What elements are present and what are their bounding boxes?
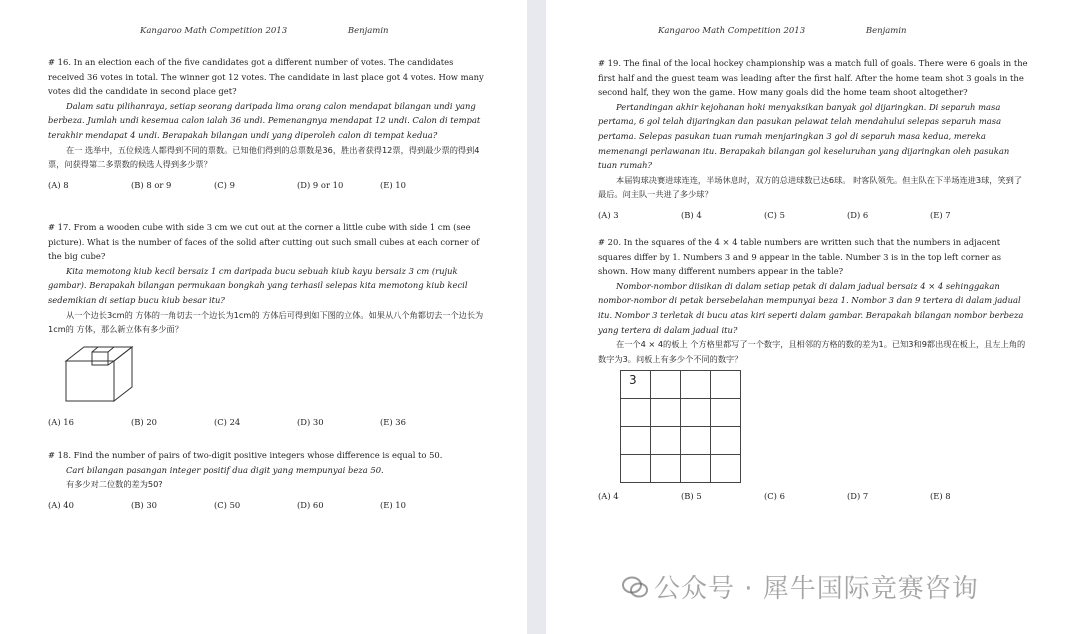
header-title: Kangaroo Math Competition 2013 [140,26,288,36]
page-gutter [527,0,546,634]
problem-19-english: # 19. The final of the local hockey championship was a match full of goals. There were 6 goals in the first half and the guest team was leading after the first half. After the home team shot 3 goals in the second half, they won the game. How many goals did the home team shoot altogether? [598,58,1028,98]
problem-17-english: # 17. From a wooden cube with side 3 cm we cut out at the corner a little cube with side 1 cm (see picture). What is the number of faces of the solid after cutting out such small cubes at each corner of the big cube? [48,222,480,262]
problem-17-malay: Kita memotong kiub kecil bersaiz 1 cm daripada bucu sebuah kiub kayu bersaiz 3 cm (rujuk gambar). Berapakah bilangan permukaan bongkah yang terhasil selepas kita memotong kiub kecil sedemikian di setiap bucu kiub besar itu? [48,265,468,305]
problem-19-options [598,210,1030,220]
header-author: Benjamin [865,26,907,36]
problem-18 [0,448,527,510]
option-c: (C) 6 [764,491,785,502]
problem-20-options [598,491,1030,501]
option-e: (E) 10 [380,499,406,510]
header-author: Benjamin [347,26,389,36]
problem-19-chinese: 本届钩球决赛进球连连，半场休息时，双方的总进球数已达6球。 时客队领先。但主队在下半场连进3球，笑到了最后。问主队一共进了多少球？ [598,174,1023,200]
option-d: (D) 60 [297,499,324,510]
grid-cell-top-left [621,371,651,399]
option-c: (C) 5 [764,209,785,220]
problem-19-malay: Pertandingan akhir kejohanan hoki menyaksikan banyak gol dijaringkan. Di separuh masa pertama, 6 gol telah dijaringkan dan pasukan pelawat telah mendahului selepas separuh masa pertama. Selepas pasukan tuan rumah menjaringkan 3 gol di separuh masa kedua, mereka memenangi perlawanan itu. Berapakah bilangan gol keseluruhan yang dijaringkan oleh pasukan tuan rumah? [598,101,1010,171]
option-a: (A) 3 [598,209,619,220]
problem-20-english: # 20. In the squares of the 4 × 4 table numbers are written such that the numbers in adjacent squares differ by 1. Numbers 3 and 9 appear in the table. Number 3 is in the top left corner as shown. How many different numbers appear in the table? [598,237,1002,277]
header-title: Kangaroo Math Competition 2013 [658,26,806,36]
problem-16-malay: Dalam satu pilihanraya, setiap seorang daripada lima orang calon mendapat bilangan undi yang berbeza. Jumlah undi kesemua calon ialah 36 undi. Pemenangnya mendapat 12 undi. Calon di tempat terakhir mendapat 4 undi. Berapakah bilangan undi yang diperoleh calon di tempat kedua? [48,100,481,140]
option-b: (B) 8 or 9 [131,179,172,190]
right-page [546,0,1080,634]
option-c: (C) 9 [214,179,235,190]
option-d: (D) 9 or 10 [297,179,344,190]
problem-16-english: # 16. In an election each of the five candidates got a different number of votes. The candidates received 36 votes in total. The winner got 12 votes. The candidate in last place got 4 votes. How many votes did the candidate in second place get? [48,57,484,97]
option-e: (E) 10 [380,179,406,190]
option-e: (E) 7 [930,209,951,220]
option-b: (B) 20 [131,416,158,427]
option-d: (D) 30 [297,416,324,427]
option-c: (C) 50 [214,499,241,510]
option-b: (B) 5 [681,491,702,502]
option-b: (B) 30 [131,499,158,510]
problem-19 [546,56,1080,220]
problem-18-chinese: 有多少对二位数的差为50? [66,479,163,490]
option-b: (B) 4 [681,209,702,220]
watermark-text: 公众号 · 犀牛国际竞赛咨询 [654,574,979,604]
problem-18-malay: Cari bilangan pasangan integer positif dua digit yang mempunyai beza 50. [66,464,384,475]
problem-20-malay: Nombor-nombor diisikan di dalam setiap petak di dalam jadual bersaiz 4 × 4 sehinggakan nombor-nombor di petak bersebelahan mempunyai beza 1. Nombor 3 dan 9 tertera di dalam jadual itu. Nombor 3 terletak di bucu atas kiri seperti dalam gambar. Berapakah bilangan nombor berbeza yang tertera di dalam jadual itu? [598,280,1024,335]
problem-17-options [48,417,485,427]
cut-cube-figure [62,343,142,405]
option-a: (A) 4 [598,491,619,502]
option-a: (A) 16 [48,416,74,427]
left-page [0,0,527,634]
problem-17-chinese: 从一个边长3cm的 方体的一角切去一个边长为1cm的 方体后可得到如下图的立体。如果从八个角都切去一个边长为1cm的 方体，那么新立体有多少面？ [48,309,484,335]
option-e: (E) 36 [380,416,406,427]
grid-cell-value: 3 [629,373,637,388]
watermark [622,568,979,605]
number-grid-4x4 [620,370,741,483]
problem-20-chinese: 在一个4 × 4的板上 个方格里都写了一个数字，且相邻的方格的数的差为1。已知3和9都出现在板上，且左上角的数字为3。问板上有多少个不同的数字？ [598,339,1026,364]
problem-18-english: # 18. Find the number of pairs of two-digit positive integers whose difference is equal to 50. [48,450,443,460]
problem-18-options [48,500,485,510]
option-a: (A) 40 [48,499,74,510]
problem-16-options [48,180,485,190]
wechat-icon [622,576,648,598]
option-d: (D) 7 [847,491,869,502]
option-e: (E) 8 [930,491,951,502]
page-header [140,26,389,36]
problem-17 [0,220,527,427]
option-c: (C) 24 [214,416,241,427]
problem-16-chinese: 在一 选举中，五位候选人都得到不同的票数。已知他们得到的总票数是36，胜出者获得12票，得到最少票的得到4票，问获得第二多票数的候选人得到多少票？ [48,144,480,170]
problem-16 [0,55,527,190]
problem-20 [546,235,1080,501]
option-d: (D) 6 [847,209,869,220]
page-header [658,26,907,36]
option-a: (A) 8 [48,179,69,190]
